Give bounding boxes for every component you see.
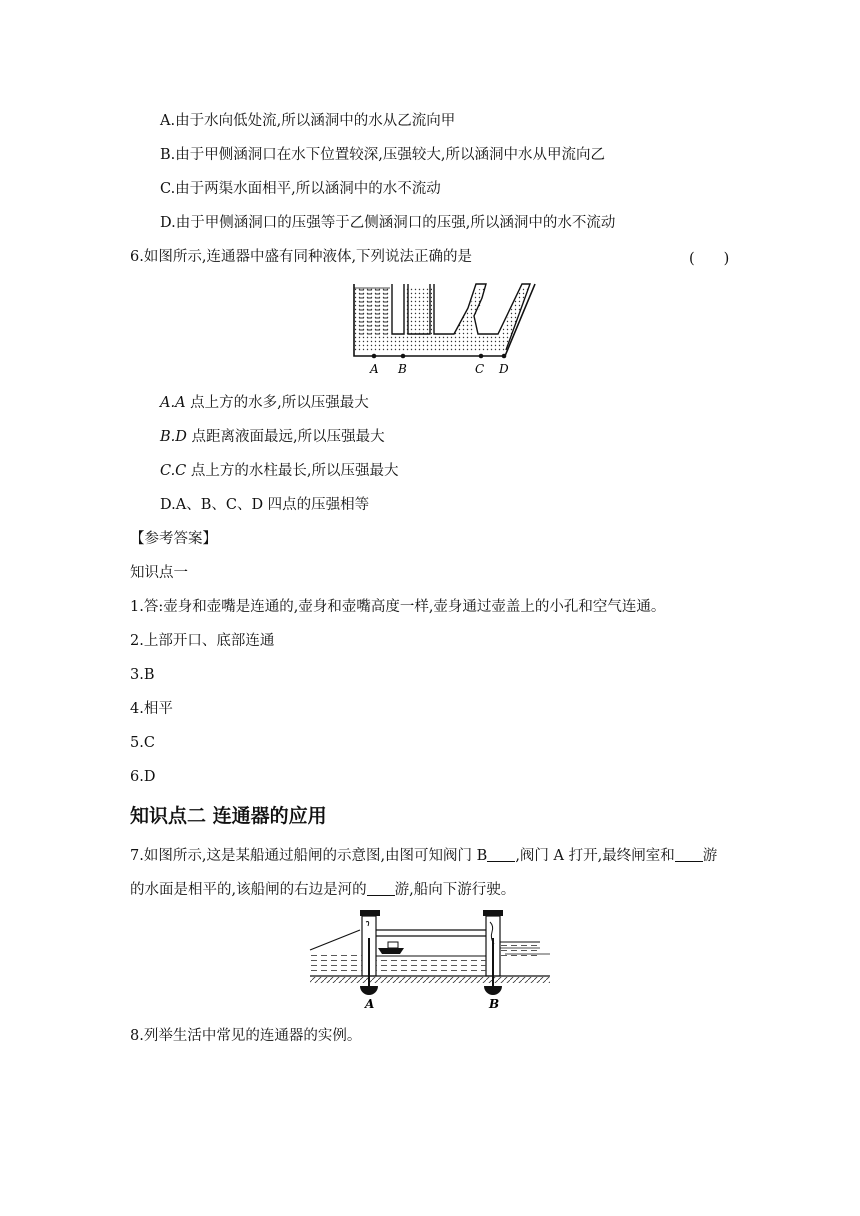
q6-option-d: D.A、B、C、D 四点的压强相等 xyxy=(160,497,370,513)
q6-answer-paren: ( ) xyxy=(689,251,730,267)
q7-line-2: 的水面是相平的,该船闸的右边是河的 游,船向下游行驶。 xyxy=(130,882,516,898)
answer-5: 5.C xyxy=(130,735,155,751)
q6-option-a: A.A 点上方的水多,所以压强最大 xyxy=(160,395,369,411)
point-label-a: A xyxy=(370,362,379,376)
q8-text: 8.列举生活中常见的连通器的实例。 xyxy=(130,1028,362,1044)
answers-section: 知识点一 xyxy=(130,565,188,581)
q5-option-c: C.由于两渠水面相平,所以涵洞中的水不流动 xyxy=(160,181,441,197)
answer-3: 3.B xyxy=(130,667,155,683)
ship-lock-figure xyxy=(300,908,560,1010)
blank xyxy=(487,847,515,862)
section-heading: 知识点二 连通器的应用 xyxy=(130,805,327,827)
valve-label-a: A xyxy=(365,997,375,1010)
answer-2: 2.上部开口、底部连通 xyxy=(130,633,275,649)
valve-label-b: B xyxy=(489,997,500,1010)
answer-6: 6.D xyxy=(130,769,156,785)
point-label-c: C xyxy=(475,362,485,376)
answer-4: 4.相平 xyxy=(130,701,173,717)
q7-line-1: 7.如图所示,这是某船通过船闸的示意图,由图可知阀门 B ,阀门 A 打开,最终闸室和 游 xyxy=(130,848,718,864)
q6-option-b: B.D 点距离液面最远,所以压强最大 xyxy=(160,429,385,445)
point-label-d: D xyxy=(499,362,509,376)
q5-option-d: D.由于甲侧涵洞口的压强等于乙侧涵洞口的压强,所以涵洞中的水不流动 xyxy=(160,215,616,231)
blank xyxy=(675,847,703,862)
point-label-b: B xyxy=(398,362,407,376)
q6-option-c: C.C 点上方的水柱最长,所以压强最大 xyxy=(160,463,399,479)
q6-stem: 6.如图所示,连通器中盛有同种液体,下列说法正确的是 xyxy=(130,249,473,265)
answer-1: 1.答:壶身和壶嘴是连通的,壶身和壶嘴高度一样,壶身通过壶盖上的小孔和空气连通。 xyxy=(130,599,666,615)
q5-option-b: B.由于甲侧涵洞口在水下位置较深,压强较大,所以涵洞中水从甲流向乙 xyxy=(160,147,605,163)
connected-vessels-figure xyxy=(350,280,540,378)
q5-option-a: A.由于水向低处流,所以涵洞中的水从乙流向甲 xyxy=(160,113,456,129)
blank xyxy=(367,881,395,896)
answers-title: 【参考答案】 xyxy=(130,531,217,547)
